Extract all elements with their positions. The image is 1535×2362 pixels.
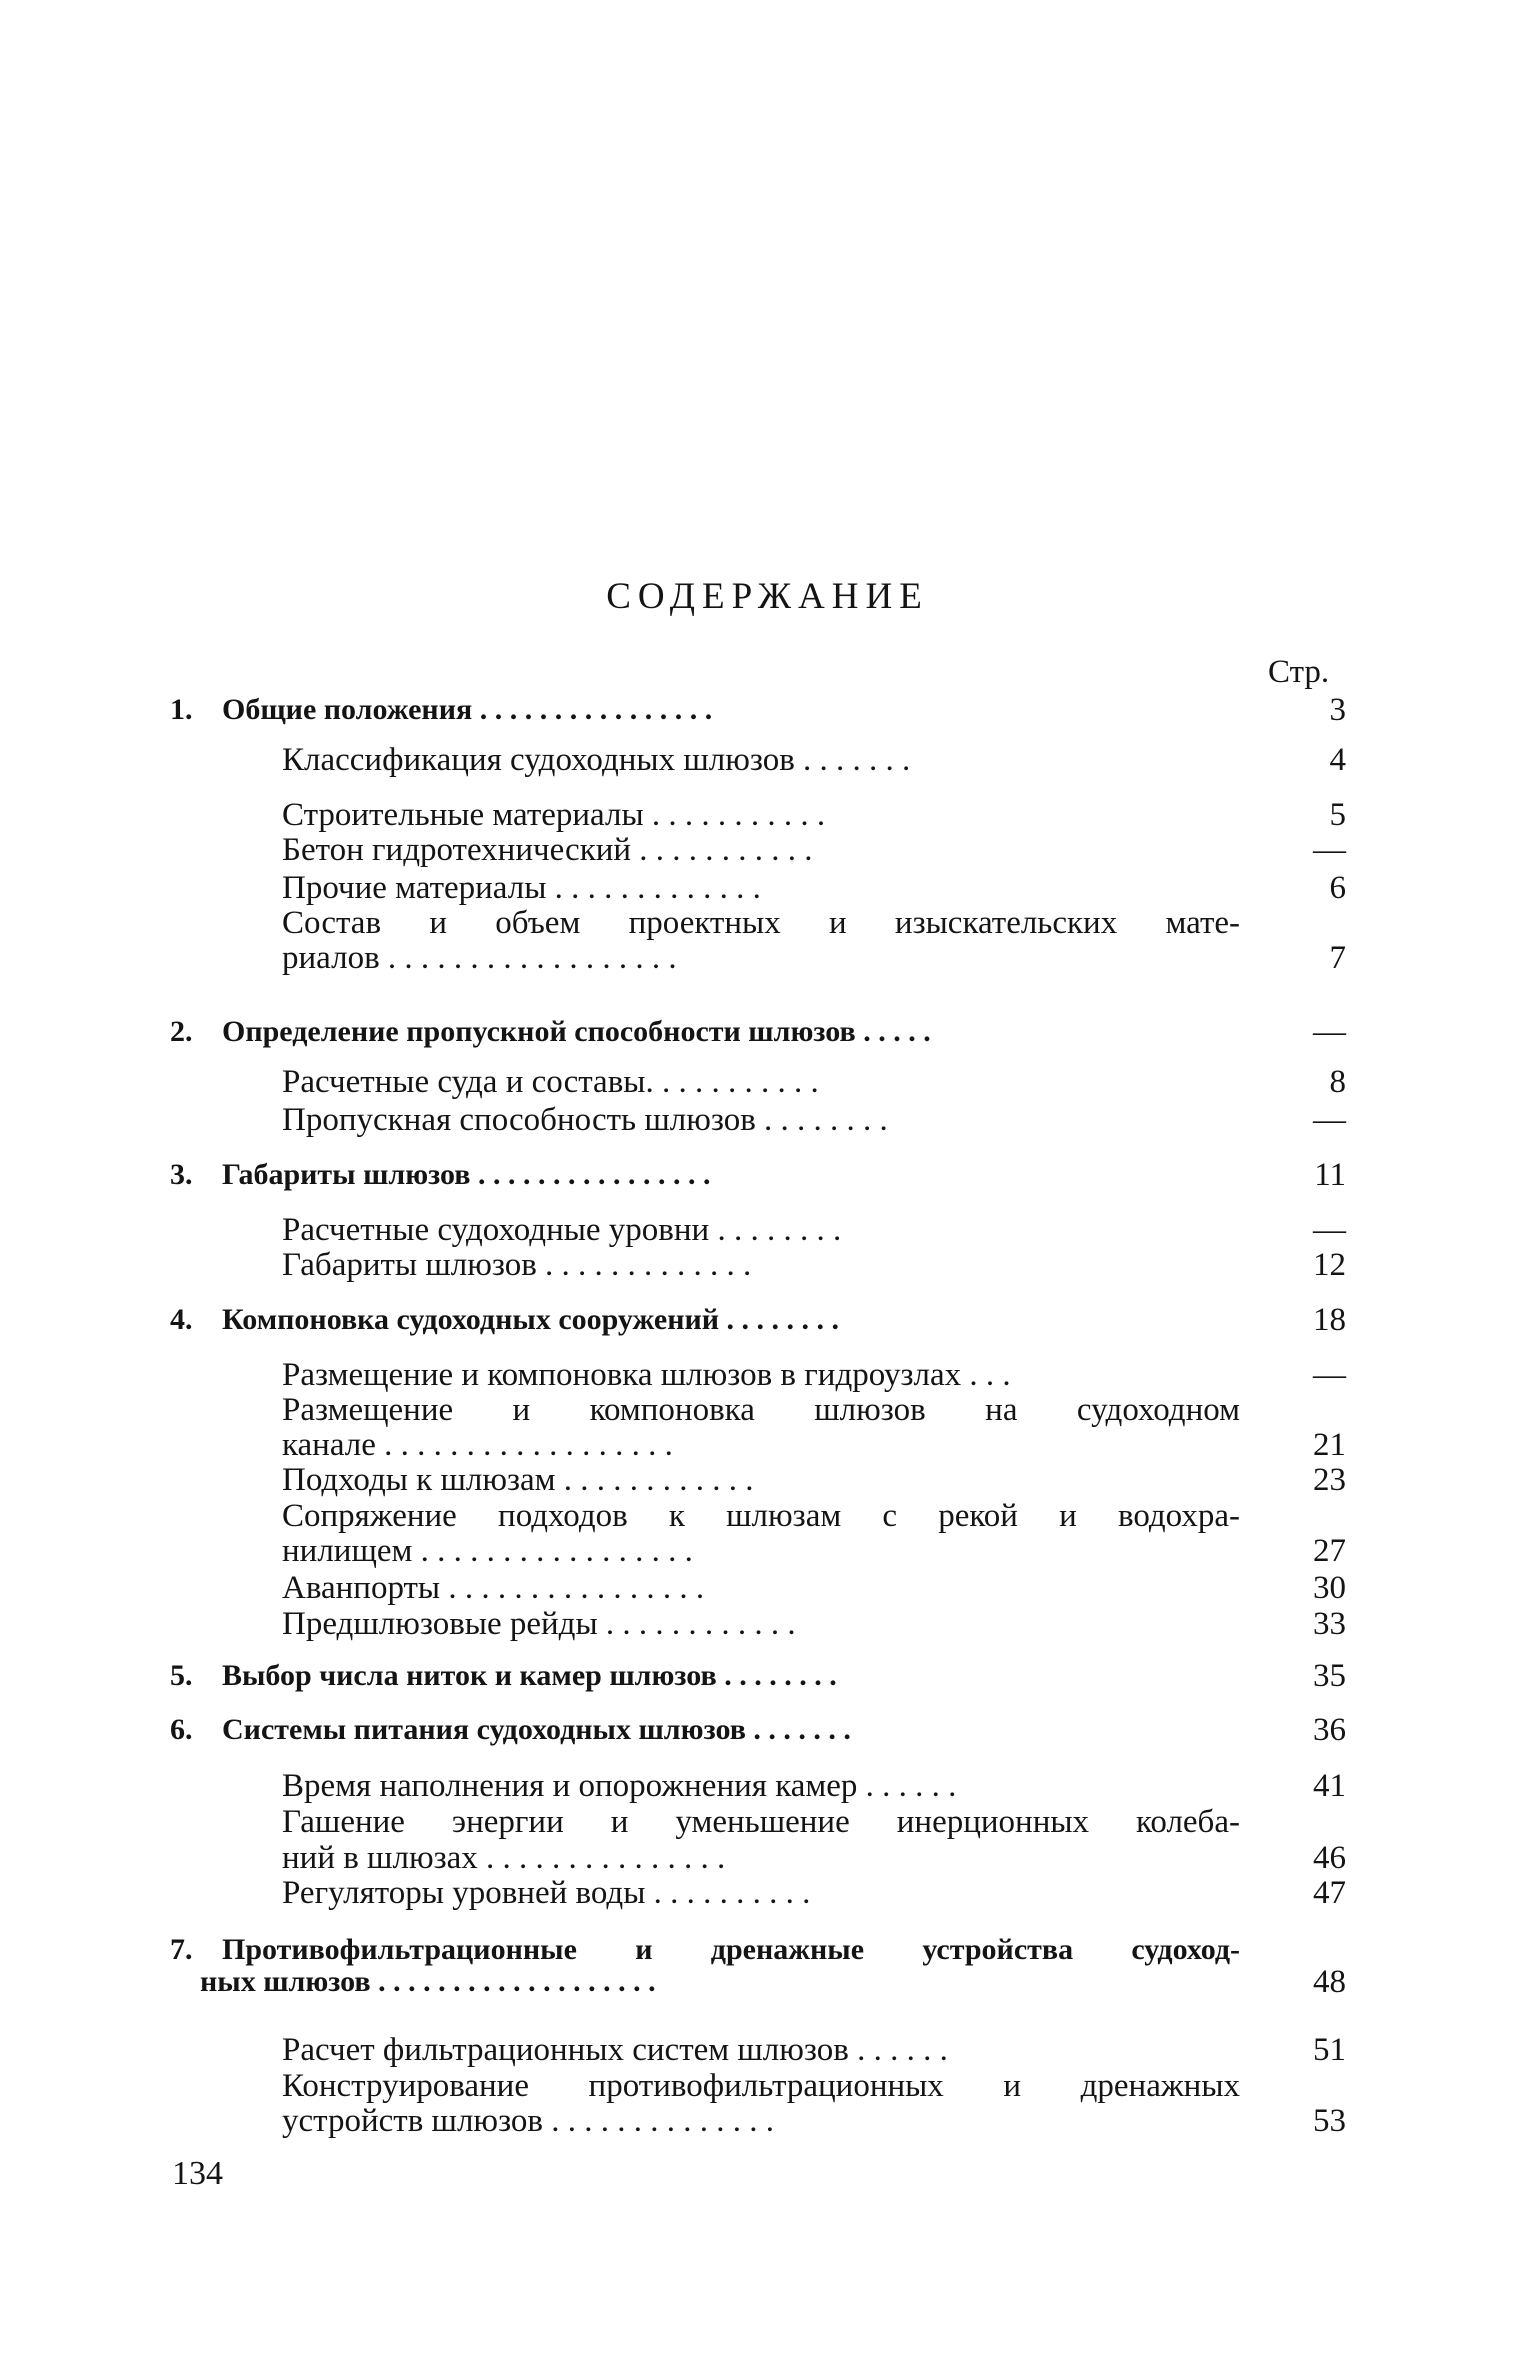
toc-entry-line (0, 1245, 1535, 1285)
entry-page-number: 3 (1329, 692, 1346, 728)
entry-title: Габариты шлюзов . . . . . . . . . . . . . . . . (222, 1158, 711, 1191)
entry-page-number: 7 (1329, 940, 1346, 976)
entry-page-number: — (1313, 1102, 1346, 1138)
entry-title: Общие положения . . . . . . . . . . . . . . . . (222, 693, 713, 726)
toc-entry-line (0, 1873, 1535, 1913)
entry-page-number: 21 (1313, 1427, 1346, 1463)
entry-page-number: 35 (1313, 1658, 1346, 1694)
entry-title: Состав и объем проектных и изыскательских мате- (282, 905, 1240, 941)
entry-page-number: — (1313, 832, 1346, 868)
toc-entry-line (0, 1425, 1535, 1465)
entry-page-number: 12 (1313, 1247, 1346, 1283)
entry-title: Пропускная способность шлюзов . . . . . . . . (282, 1102, 888, 1138)
entry-title: Расчетные судоходные уровни . . . . . . . . (282, 1212, 842, 1248)
toc-entry-line (0, 1838, 1535, 1878)
toc-entry-line (0, 1062, 1535, 1102)
entry-page-number: 51 (1313, 2032, 1346, 2068)
entry-title: Определение пропускной способности шлюзов . . . . . (222, 1015, 931, 1048)
toc-entry-line (0, 1531, 1535, 1571)
entry-page-number: 8 (1329, 1064, 1346, 1100)
entry-title: Конструирование противофильтрационных и дренажных (282, 2068, 1240, 2104)
entry-page-number: 6 (1329, 870, 1346, 906)
toc-entry-line (0, 2030, 1535, 2070)
entry-title: риалов . . . . . . . . . . . . . . . . . . (282, 940, 677, 976)
entry-page-number: 33 (1313, 1606, 1346, 1642)
entry-page-number: 23 (1313, 1462, 1346, 1498)
entry-title: Регуляторы уровней воды . . . . . . . . . . (282, 1875, 811, 1911)
entry-title: Системы питания судоходных шлюзов . . . . . . . (222, 1713, 851, 1746)
entry-title: Предшлюзовые рейды . . . . . . . . . . . . (282, 1606, 796, 1642)
toc-entry-line (0, 1460, 1535, 1500)
entry-title: Время наполнения и опорожнения камер . . . . . . (282, 1768, 957, 1804)
entry-title: устройств шлюзов . . . . . . . . . . . . . . (282, 2103, 774, 2139)
toc-entry-line (0, 1962, 1535, 2002)
toc-entry-line (0, 1496, 1535, 1536)
toc-entry-line (0, 1100, 1535, 1140)
toc-entry-line (0, 795, 1535, 835)
entry-page-number: 30 (1313, 1570, 1346, 1606)
entry-title: Гашение энергии и уменьшение инерционных колеба- (282, 1804, 1240, 1840)
toc-entry-line (0, 1210, 1535, 1250)
toc-entry-line (0, 2066, 1535, 2106)
toc-section-line (0, 1300, 1535, 1340)
toc-entry-line (0, 938, 1535, 978)
entry-page-number: 46 (1313, 1840, 1346, 1876)
entry-title: нилищем . . . . . . . . . . . . . . . . . (282, 1533, 693, 1569)
entry-page-number: 18 (1313, 1302, 1346, 1338)
entry-title: Расчетные суда и составы. . . . . . . . . . . (282, 1064, 819, 1100)
toc-section-line (0, 1155, 1535, 1195)
toc-entry-line (0, 740, 1535, 780)
toc-section-line (0, 690, 1535, 730)
entry-title: ных шлюзов . . . . . . . . . . . . . . . . . . . (200, 1965, 656, 1998)
entry-title: Расчет фильтрационных систем шлюзов . . . . . . (282, 2032, 948, 2068)
entry-page-number: — (1313, 1014, 1346, 1050)
toc-section-line (0, 1710, 1535, 1750)
toc-entry-line (0, 868, 1535, 908)
toc-entry-line (0, 2101, 1535, 2141)
section-number: 7. (170, 1933, 193, 1966)
entry-page-number: — (1313, 1357, 1346, 1393)
entry-page-number: 5 (1329, 797, 1346, 833)
entry-title: ний в шлюзах . . . . . . . . . . . . . . . (282, 1840, 726, 1876)
toc-entry-line (0, 903, 1535, 943)
entry-title: Выбор числа ниток и камер шлюзов . . . . . . . . (222, 1659, 837, 1692)
entry-title: Строительные материалы . . . . . . . . . . . (282, 797, 826, 833)
entry-page-number: 4 (1329, 742, 1346, 778)
section-number: 4. (170, 1303, 193, 1336)
entry-title: Прочие материалы . . . . . . . . . . . . . (282, 870, 761, 906)
entry-page-number: 11 (1314, 1157, 1346, 1193)
toc-entry-line (0, 1802, 1535, 1842)
entry-page-number: 47 (1313, 1875, 1346, 1911)
entry-title: Компоновка судоходных сооружений . . . . . . . . (222, 1303, 840, 1336)
entry-page-number: 36 (1313, 1712, 1346, 1748)
entry-title: Размещение и компоновка шлюзов на судоходном (282, 1392, 1240, 1428)
entry-page-number: — (1313, 1212, 1346, 1248)
toc-entry-line (0, 1766, 1535, 1806)
toc-entry-line (0, 1604, 1535, 1644)
entry-page-number: 53 (1313, 2103, 1346, 2139)
entry-page-number: 27 (1313, 1533, 1346, 1569)
section-number: 2. (170, 1015, 193, 1048)
entry-page-number: 48 (1313, 1964, 1346, 2000)
page-title: СОДЕРЖАНИЕ (606, 576, 929, 617)
section-number: 5. (170, 1659, 193, 1692)
toc-entry-line (0, 1390, 1535, 1430)
section-number: 3. (170, 1158, 193, 1191)
entry-page-number: 41 (1313, 1768, 1346, 1804)
entry-title: Противофильтрационные и дренажные устройства судоход- (222, 1933, 1240, 1966)
entry-title: Размещение и компоновка шлюзов в гидроузлах . . . (282, 1357, 1011, 1393)
entry-title: Бетон гидротехнический . . . . . . . . . . . (282, 832, 813, 868)
toc-section-line (0, 1656, 1535, 1696)
page-column-header: Стр. (1268, 654, 1330, 690)
toc-entry-line (0, 1568, 1535, 1608)
page-number: 134 (172, 2155, 223, 2192)
toc-section-line (0, 1012, 1535, 1052)
entry-title: Габариты шлюзов . . . . . . . . . . . . . (282, 1247, 752, 1283)
entry-title: Классификация судоходных шлюзов . . . . . . . (282, 742, 911, 778)
section-number: 1. (170, 693, 193, 726)
section-number: 6. (170, 1713, 193, 1746)
toc-entry-line (0, 1355, 1535, 1395)
entry-title: Сопряжение подходов к шлюзам с рекой и водохра- (282, 1498, 1240, 1534)
entry-title: Аванпорты . . . . . . . . . . . . . . . . (282, 1570, 705, 1606)
entry-title: Подходы к шлюзам . . . . . . . . . . . . (282, 1462, 754, 1498)
toc-entry-line (0, 830, 1535, 870)
entry-title: канале . . . . . . . . . . . . . . . . . . (282, 1427, 673, 1463)
